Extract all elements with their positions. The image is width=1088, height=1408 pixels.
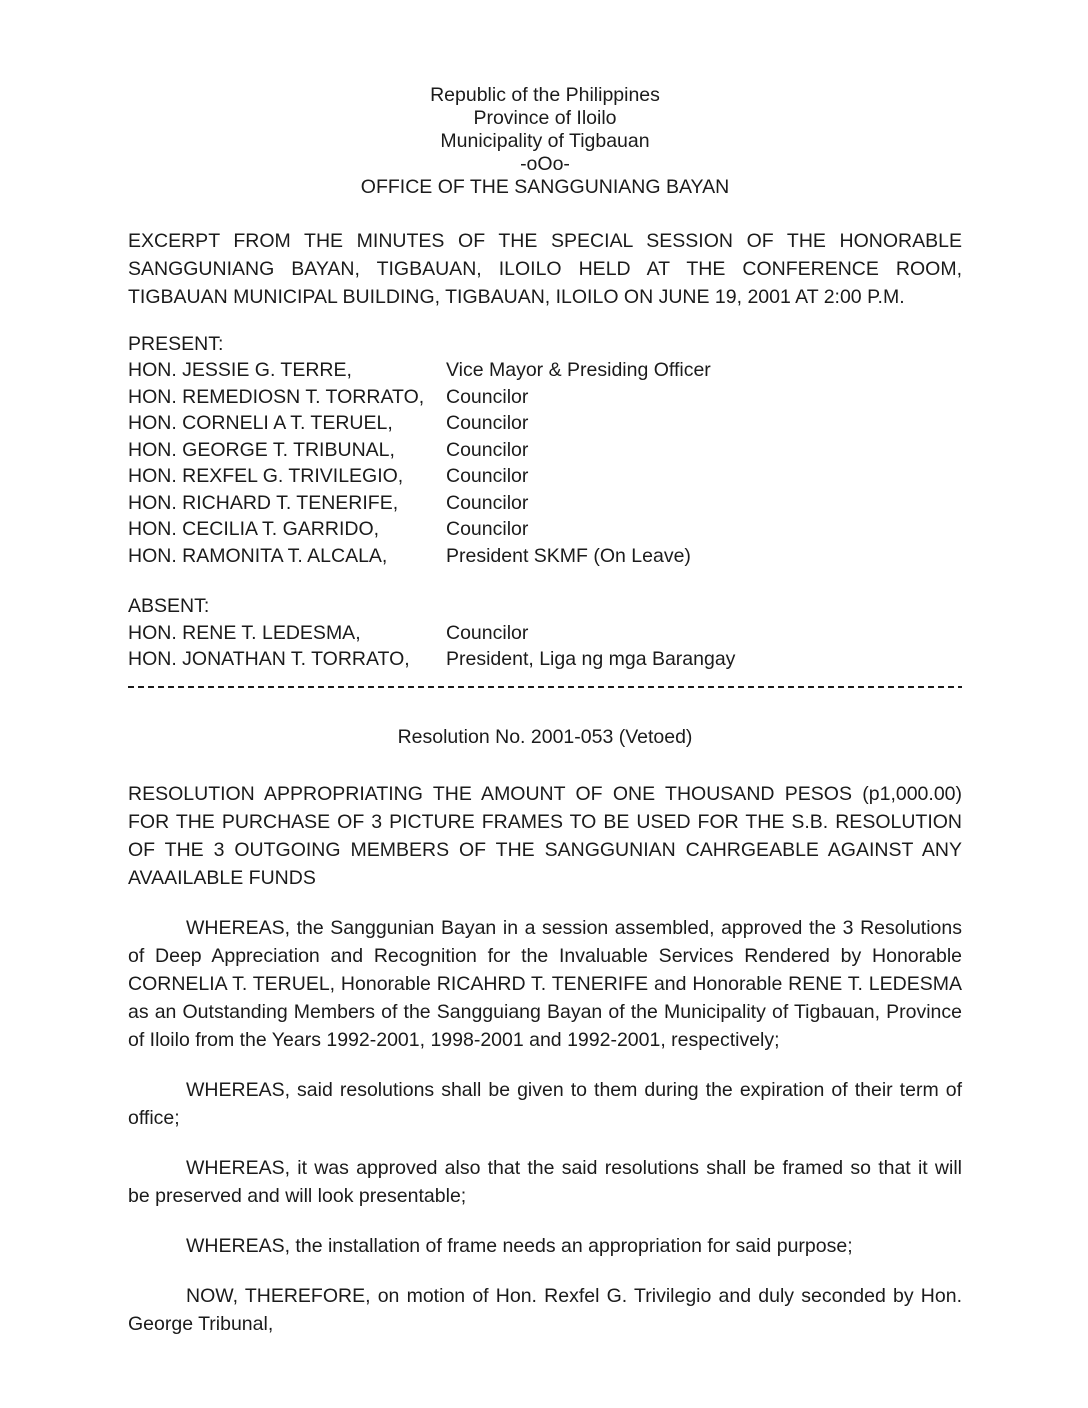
attendee-role: Councilor (446, 465, 529, 487)
resolution-body-paragraph: RESOLUTION APPROPRIATING THE AMOUNT OF ONE THOUSAND PESOS (p1,000.00) FOR THE PURCHASE OF 3 PICTURE FRAMES TO BE USED FOR THE S.B. RESOLUTION OF THE 3 OUTGOING MEMBERS OF THE SANGGUNIAN CAHRGEABLE AGAINST ANY AVAAILABLE FUNDS (128, 782, 962, 889)
dashed-separator (128, 686, 962, 688)
attendee-role: Councilor (446, 438, 529, 461)
attendee-name: HON. RENE T. LEDESMA, (128, 621, 361, 644)
attendance-row (128, 516, 962, 543)
attendee-name: HON. JESSIE G. TERRE, (128, 359, 352, 381)
whereas-paragraph-1: WHEREAS, the Sanggunian Bayan in a session assembled, approved the 3 Resolutions of Deep Appreciation and Recognition for the Invaluable Services Rendered by Honorable CORNELIA T. TERUEL, Honorable RICAHRD T. TENERIFE and Honorable RENE T. LEDESMA as an Outstanding Members of the Sangguiang Bayan of the Municipality of Tigbauan, Province of Iloilo from the Years 1992-2001, 1998-2001 and 1992-2001, respectively; (128, 916, 962, 1051)
attendee-role: Councilor (446, 385, 529, 408)
attendee-name: HON. RICHARD T. TENERIFE, (128, 491, 399, 514)
attendee-role: Vice Mayor & Presiding Officer (446, 359, 711, 381)
whereas-paragraph-3: WHEREAS, it was approved also that the said resolutions shall be framed so that it will be preserved and will look presentable; (128, 1156, 962, 1207)
attendee-name: HON. JONATHAN T. TORRATO, (128, 648, 410, 670)
attendance-row (128, 490, 962, 517)
whereas-paragraph-4: WHEREAS, the installation of frame needs an appropriation for said purpose; (186, 1234, 853, 1257)
attendance-row (128, 357, 962, 384)
attendance-section (128, 331, 962, 673)
present-label: PRESENT: (128, 332, 224, 355)
attendee-name: HON. REXFEL G. TRIVILEGIO, (128, 465, 404, 487)
attendee-name: HON. REMEDIOSN T. TORRATO, (128, 385, 425, 408)
attendee-name: HON. CORNELI A T. TERUEL, (128, 412, 393, 434)
whereas-paragraph-2: WHEREAS, said resolutions shall be given to them during the expiration of their term of office; (128, 1078, 962, 1129)
attendee-role: Councilor (446, 412, 529, 434)
header-republic-line: Republic of the Philippines (430, 84, 660, 106)
document-header (128, 84, 962, 199)
absent-label: ABSENT: (128, 595, 210, 617)
attendance-row (128, 620, 962, 647)
header-municipality-line: Municipality of Tigbauan (440, 130, 650, 152)
absent-section (128, 593, 962, 673)
attendee-name: HON. RAMONITA T. ALCALA, (128, 544, 388, 567)
resolution-title: Resolution No. 2001-053 (Vetoed) (397, 725, 693, 748)
attendance-row (128, 646, 962, 673)
header-ooo-divider: -oOo- (520, 153, 570, 175)
header-province-line: Province of Iloilo (473, 107, 617, 129)
attendee-role: Councilor (446, 518, 529, 540)
attendance-row (128, 410, 962, 437)
excerpt-paragraph: EXCERPT FROM THE MINUTES OF THE SPECIAL SESSION OF THE HONORABLE SANGGUNIANG BAYAN, TIGBAUAN, ILOILO HELD AT THE CONFERENCE ROOM, TIGBAUAN MUNICIPAL BUILDING, TIGBAUAN, ILOILO ON JUNE 19, 2001 AT 2:00 P.M. (128, 230, 962, 308)
attendance-row (128, 437, 962, 464)
attendee-name: HON. CECILIA T. GARRIDO, (128, 518, 380, 540)
attendance-row (128, 463, 962, 490)
attendee-role: President, Liga ng mga Barangay (446, 648, 736, 670)
attendance-row (128, 384, 962, 411)
attendee-role: President SKMF (On Leave) (446, 544, 691, 567)
header-office-line: OFFICE OF THE SANGGUNIANG BAYAN (360, 176, 730, 198)
attendee-name: HON. GEORGE T. TRIBUNAL, (128, 438, 395, 461)
attendee-role: Councilor (446, 621, 529, 644)
attendee-role: Councilor (446, 491, 529, 514)
now-therefore-paragraph: NOW, THEREFORE, on motion of Hon. Rexfel G. Trivilegio and duly seconded by Hon. George Tribunal, (128, 1284, 962, 1335)
attendance-row (128, 543, 962, 570)
